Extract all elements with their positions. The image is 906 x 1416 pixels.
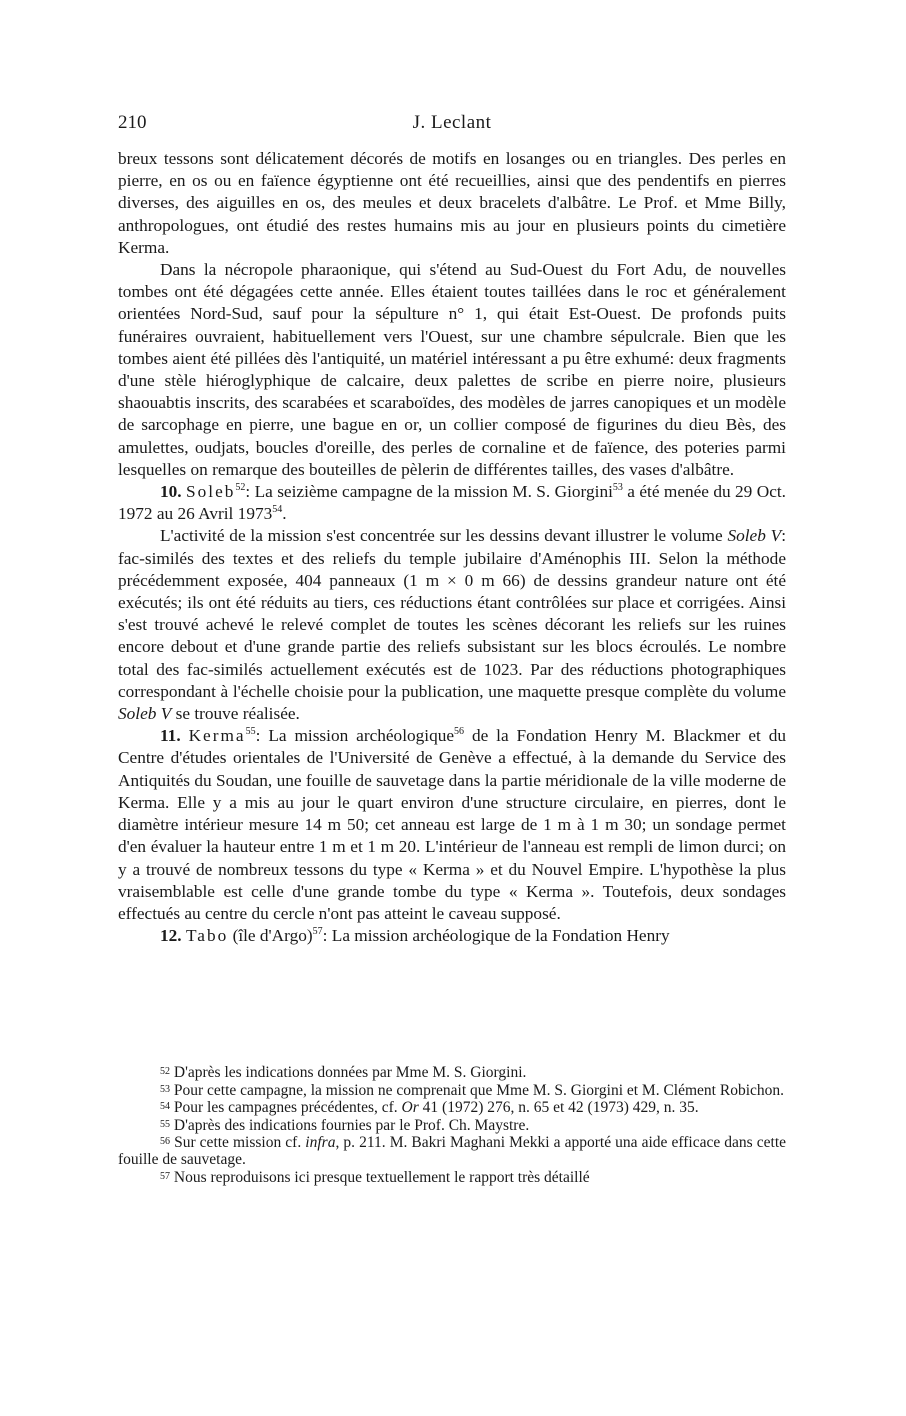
footnote-ref: 53 <box>612 482 623 494</box>
paragraph-text: de la Fondation Henry M. Blackmer et du Centre d'études orientales de l'Université de Genève a effectué, à la demande du Service des Antiquités du Soudan, une fouille de sauvetage dans la partie méridionale de la ville moderne de Kerma. Elle y a mis au jour le quart environ d'une structure circulaire, en pierres, dont le diamètre intérieur mesure 14 m 50; cet anneau est large de 1 m à 1 m 30; un sondage permet d'en évaluer la hauteur entre 1 m et 1 m 20. L'intérieur de l'anneau est rempli de limon durci; on y a trouvé de nombreux tessons du type « Kerma » et du Nouvel Empire. L'hypothèse la plus vraisemblable est celle d'une grande tombe du type « Kerma ». Toutefois, deux sondages effectués au centre du cercle n'ont pas atteint le caveau supposé. <box>118 726 786 923</box>
footnote-text: , p. 211. M. Bakri Maghani Mekki a apporté una aide efficace dans cette fouille de sauvetage. <box>118 1134 787 1168</box>
paragraph-2: Dans la nécropole pharaonique, qui s'étend au Sud-Ouest du Fort Adu, de nouvelles tombes ont été dégagées cette année. Elles étaient toutes taillées dans le roc et généralement orientées Nord-Sud, sauf pour la sépulture n° 1, qui était Est-Ouest. De profonds puits funéraires ouvraient, habituellement vers l'Ouest, sur une chambre sépulcrale. Bien que les tombes aient été pillées dès l'antiquité, un matériel intéressant a pu être exhumé: deux fragments d'une stèle hiéroglyphique de calcaire, deux palettes de scribe en pierre noire, plusieurs shaouabtis inscrits, des scarabées et scaraboïdes, des modèles de jarres canopiques et un modèle de sarcophage en pierre, une bague en or, un collier composé de figurines du dieu Bès, des amulettes, oudjats, boucles d'oreille, des perles de cornaline et de faïence, des poteries parmi lesquelles on remarque des bouteilles de pèlerin de différentes tailles, des vases d'albâtre. <box>118 260 786 479</box>
italic-title: Soleb V <box>727 526 782 546</box>
paragraph-soleb-activity <box>118 525 786 725</box>
footnote-text: Nous reproduisons ici presque textuellement le rapport très détaillé <box>173 1168 590 1186</box>
footnote-text: Pour les campagnes précédentes, cf. <box>173 1099 402 1117</box>
paragraph-tabo <box>118 925 786 947</box>
section-number: 10. <box>160 482 182 502</box>
section-title: Soleb <box>186 482 236 502</box>
footnote-mark: 53 <box>160 1083 170 1095</box>
section-title: Kerma <box>188 726 246 746</box>
footnote-ref: 56 <box>454 726 465 738</box>
paragraph-text: (île d'Argo) <box>228 926 313 946</box>
footnote-53 <box>118 1082 786 1100</box>
paragraph-text: : La seizième campagne de la mission M. S. Giorgini <box>245 482 613 502</box>
footnote-mark: 55 <box>160 1118 170 1130</box>
footnote-mark: 57 <box>160 1170 170 1182</box>
paragraph-1: breux tessons sont délicatement décorés de motifs en losanges ou en triangles. Des perles en pierre, en os ou en faïence égyptienne ont été recueillies, ainsi que des pendentifs en pierres diverses, des aiguilles en os, des meules et deux bracelets d'albâtre. Le Prof. et Mme Billy, anthropologues, ont étudié des restes humains mis au jour en plusieurs points du cimetière Kerma. <box>118 149 786 257</box>
footnote-ref: 54 <box>272 504 283 516</box>
paragraph-text: . <box>282 504 287 524</box>
page-number: 210 <box>118 112 147 133</box>
footnote-text: D'après des indications fournies par le Prof. Ch. Maystre. <box>173 1116 530 1134</box>
paragraph-soleb <box>118 481 786 525</box>
footnote-ref: 52 <box>235 482 246 494</box>
page-header <box>118 112 786 138</box>
paragraph-text: : La mission archéologique <box>255 726 455 746</box>
footnote-ref: 55 <box>245 726 256 738</box>
section-number: 12. <box>160 926 182 946</box>
paragraph-text: : La mission archéologique de la Fondation Henry <box>322 926 670 946</box>
footnote-55 <box>118 1117 786 1135</box>
footnote-mark: 52 <box>160 1066 170 1077</box>
running-head: J. Leclant <box>412 112 492 133</box>
footnote-text: Pour cette campagne, la mission ne comprenait que Mme M. S. Giorgini et M. Clément Robichon. <box>173 1081 785 1099</box>
footnote-ref: 57 <box>312 926 323 938</box>
paragraph-text: L'activité de la mission s'est concentrée sur les dessins devant illustrer le volume <box>160 526 728 546</box>
footnote-italic: Or <box>401 1099 419 1117</box>
footnote-italic: infra <box>305 1134 336 1152</box>
footnote-57 <box>118 1169 786 1187</box>
footnote-text: D'après les indications données par Mme M. S. Giorgini. <box>173 1064 527 1081</box>
paragraph-text: : fac-similés des textes et des reliefs du temple jubilaire d'Aménophis III. Selon la méthode précédemment exposée, 404 panneaux (1 m × 0 m 66) de dessins grandeur nature ont été exécutés; ils ont été réduits au tiers, ces réductions étant contrôlées sur place et corrigées. Ainsi s'est trouvé achevé le relevé complet de toutes les scènes décorant les reliefs sur les ruines encore debout et d'une grande partie des reliefs subsistant sur les blocs écroulés. Le nombre total des fac-similés actuellement exécutés est de 1023. Par des réductions photographiques correspondant à l'échelle choisie pour la publication, une maquette presque complète du volume <box>118 526 786 701</box>
paragraph-kerma <box>118 725 786 925</box>
paragraph-text: se trouve réalisée. <box>171 704 300 724</box>
footnotes <box>118 1064 786 1186</box>
paragraph-text: a été menée du 29 Oct. 1972 au 26 Avril 1973 <box>118 482 786 524</box>
footnote-56 <box>118 1134 786 1168</box>
footnote-mark: 56 <box>160 1136 170 1148</box>
italic-title: Soleb V <box>118 704 172 724</box>
footnote-text: 41 (1972) 276, n. 65 et 42 (1973) 429, n. 35. <box>418 1099 699 1117</box>
footnote-54 <box>118 1099 786 1117</box>
main-text <box>118 148 786 947</box>
section-number: 11. <box>160 726 181 746</box>
footnote-mark: 54 <box>160 1101 170 1113</box>
footnote-52 <box>118 1064 786 1082</box>
footnote-text: Sur cette mission cf. <box>174 1134 306 1152</box>
section-title: Tabo <box>185 926 229 946</box>
